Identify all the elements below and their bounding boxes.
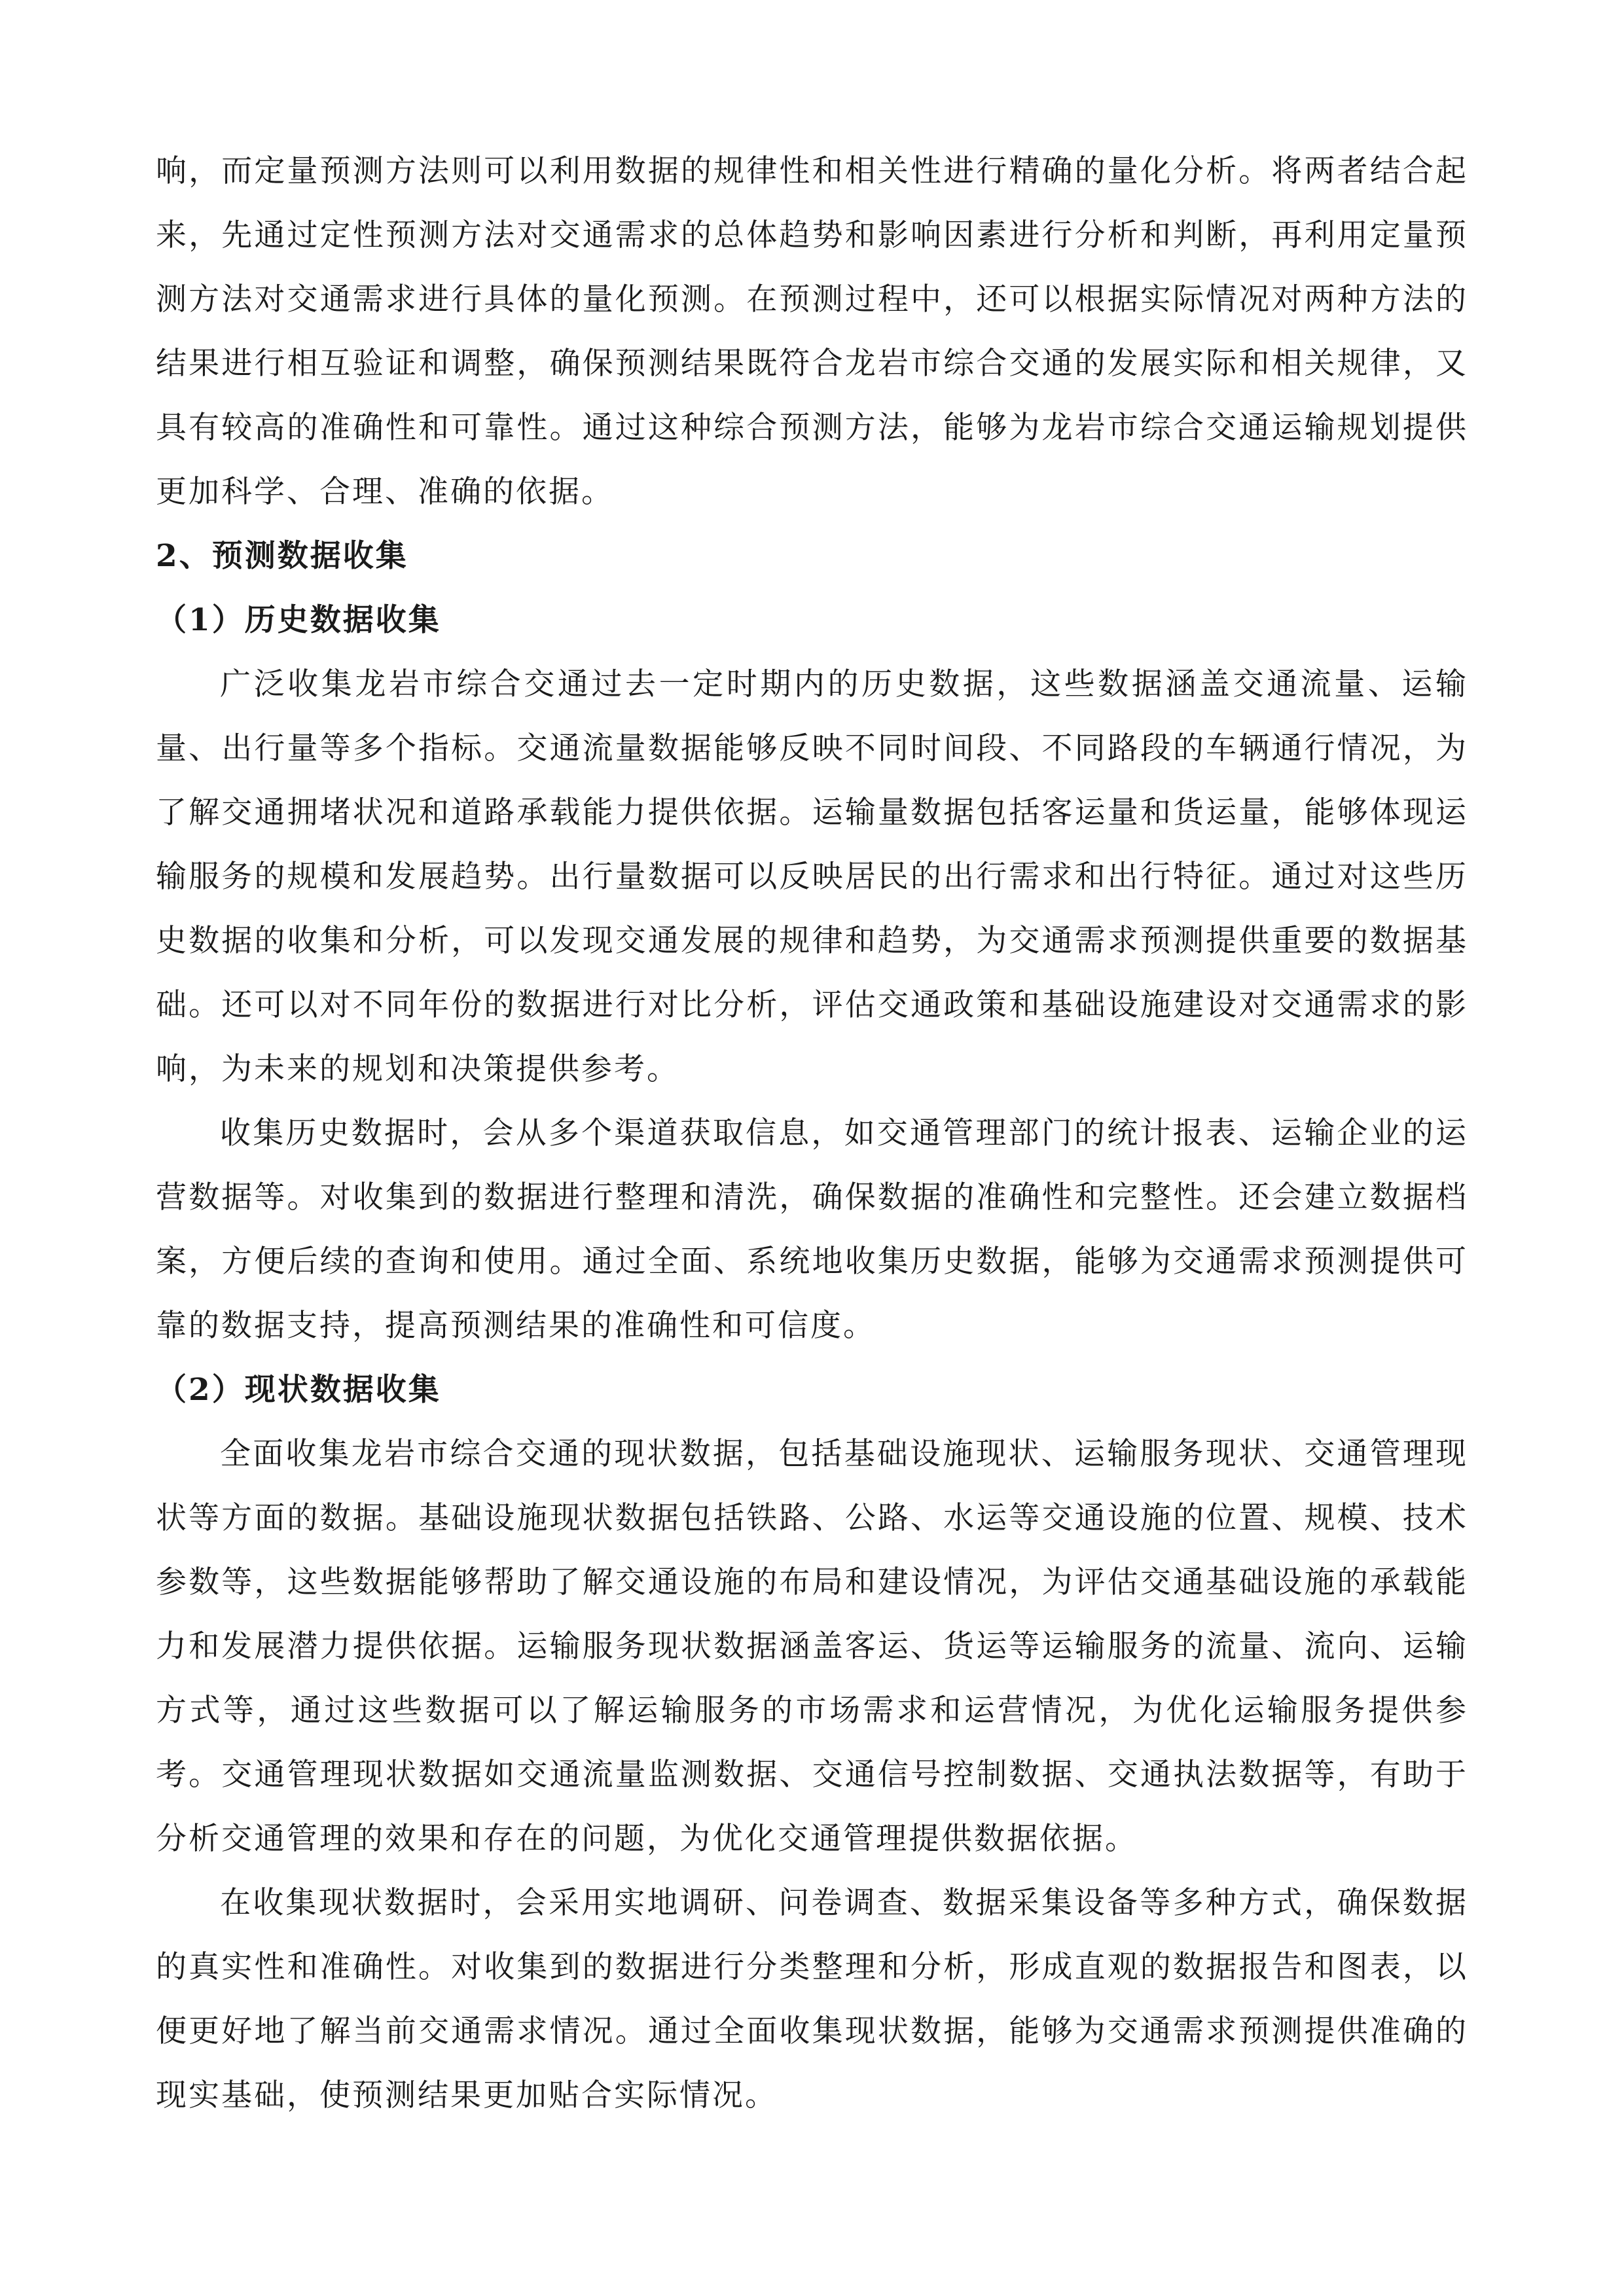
document-body bbox=[156, 139, 1468, 2128]
section-heading: 2、预测数据收集 bbox=[156, 538, 408, 574]
continuation-paragraph: 响，而定量预测方法则可以利用数据的规律性和相关性进行精确的量化分析。将两者结合起来，先通过定性预测方法对交通需求的总体趋势和影响因素进行分析和判断，再利用定量预测方法对交通需求进行具体的量化预测。在预测过程中，还可以根据实际情况对两种方法的结果进行相互验证和调整，确保预测结果既符合龙岩市综合交通的发展实际和相关规律，又具有较高的准确性和可靠性。通过这种综合预测方法，能够为龙岩市综合交通运输规划提供更加科学、合理、准确的依据。 bbox=[156, 153, 1468, 510]
paragraph: 在收集现状数据时，会采用实地调研、问卷调查、数据采集设备等多种方式，确保数据的真实性和准确性。对收集到的数据进行分类整理和分析，形成直观的数据报告和图表，以便更好地了解当前交通需求情况。通过全面收集现状数据，能够为交通需求预测提供准确的现实基础，使预测结果更加贴合实际情况。 bbox=[156, 1885, 1468, 2113]
paragraph: 收集历史数据时，会从多个渠道获取信息，如交通管理部门的统计报表、运输企业的运营数据等。对收集到的数据进行整理和清洗，确保数据的准确性和完整性。还会建立数据档案，方便后续的查询和使用。通过全面、系统地收集历史数据，能够为交通需求预测提供可靠的数据支持，提高预测结果的准确性和可信度。 bbox=[156, 1115, 1468, 1344]
subsection-heading-current: （2）现状数据收集 bbox=[156, 1372, 441, 1408]
paragraph: 广泛收集龙岩市综合交通过去一定时期内的历史数据，这些数据涵盖交通流量、运输量、出行量等多个指标。交通流量数据能够反映不同时间段、不同路段的车辆通行情况，为了解交通拥堵状况和道路承载能力提供依据。运输量数据包括客运量和货运量，能够体现运输服务的规模和发展趋势。出行量数据可以反映居民的出行需求和出行特征。通过对这些历史数据的收集和分析，可以发现交通发展的规律和趋势，为交通需求预测提供重要的数据基础。还可以对不同年份的数据进行对比分析，评估交通政策和基础设施建设对交通需求的影响，为未来的规划和决策提供参考。 bbox=[156, 666, 1468, 1087]
paragraph: 全面收集龙岩市综合交通的现状数据，包括基础设施现状、运输服务现状、交通管理现状等方面的数据。基础设施现状数据包括铁路、公路、水运等交通设施的位置、规模、技术参数等，这些数据能够帮助了解交通设施的布局和建设情况，为评估交通基础设施的承载能力和发展潜力提供依据。运输服务现状数据涵盖客运、货运等运输服务的流量、流向、运输方式等，通过这些数据可以了解运输服务的市场需求和运营情况，为优化运输服务提供参考。交通管理现状数据如交通流量监测数据、交通信号控制数据、交通执法数据等，有助于分析交通管理的效果和存在的问题，为优化交通管理提供数据依据。 bbox=[156, 1436, 1468, 1857]
subsection-heading-historical: （1）历史数据收集 bbox=[156, 602, 441, 638]
